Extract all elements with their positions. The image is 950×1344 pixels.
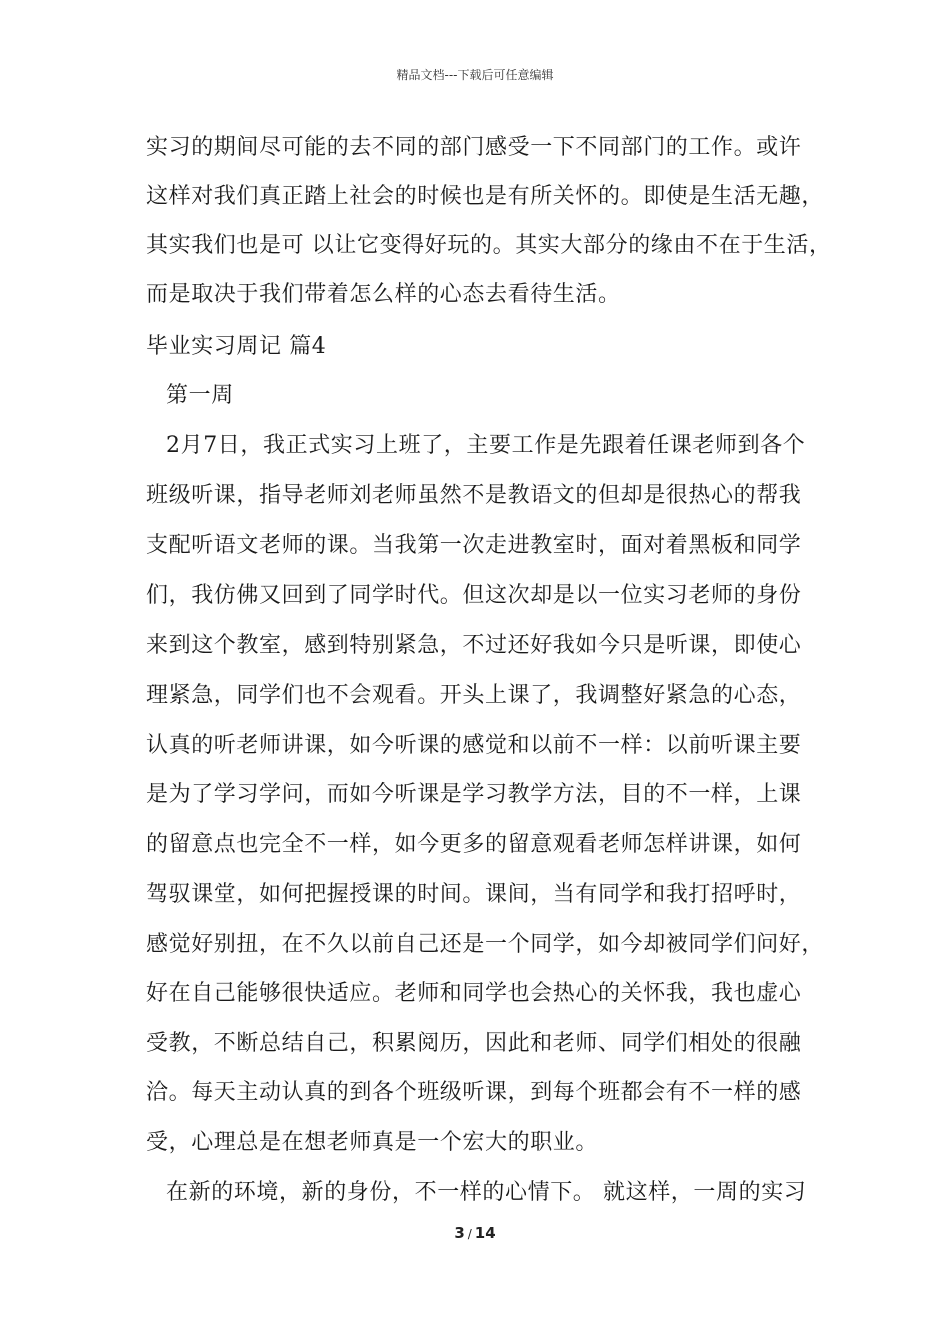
text-line: 实习的期间尽可能的去不同的部门感受一下不同部门的工作。或许 [146, 135, 802, 160]
text-line: 的留意点也完全不一样，如今更多的留意观看老师怎样讲课，如何 [146, 832, 802, 857]
page-separator: / [467, 1227, 472, 1241]
current-page: 3 [454, 1224, 465, 1242]
text-line: 支配听语文老师的课。当我第一次走进教室时，面对着黑板和同学 [146, 533, 802, 558]
text-line: 其实我们也是可 以让它变得好玩的。其实大部分的缘由不在于生活， [146, 233, 832, 258]
text-line: 感觉好别扭，在不久以前自己还是一个同学，如今却被同学们问好， [146, 932, 825, 957]
page-number [0, 1224, 950, 1242]
text-line: 认真的听老师讲课，如今听课的感觉和以前不一样：以前听课主要 [146, 733, 802, 758]
text-line: 们，我仿佛又回到了同学时代。但这次却是以一位实习老师的身份 [146, 583, 802, 608]
week-heading: 第一周 [166, 383, 234, 408]
text-line: 理紧急，同学们也不会观看。开头上课了，我调整好紧急的心态， [146, 683, 802, 708]
text-line: 好在自己能够很快适应。老师和同学也会热心的关怀我，我也虚心 [146, 981, 802, 1006]
text-line: 这样对我们真正踏上社会的时候也是有所关怀的。即使是生活无趣， [146, 184, 825, 209]
text-line: 而是取决于我们带着怎么样的心态去看待生活。 [146, 282, 621, 307]
total-pages: 14 [474, 1224, 496, 1242]
text-line: 来到这个教室，感到特别紧急，不过还好我如今只是听课，即使心 [146, 633, 802, 658]
page-header: 精品文档---下载后可任意编辑 [396, 68, 554, 82]
section-heading: 毕业实习周记 篇4 [146, 334, 327, 359]
text-line: 洽。每天主动认真的到各个班级听课，到每个班都会有不一样的感 [146, 1080, 802, 1105]
text-line: 2月7日，我正式实习上班了，主要工作是先跟着任课老师到各个 [166, 433, 806, 458]
text-line: 受教，不断总结自己，积累阅历，因此和老师、同学们相处的很融 [146, 1031, 802, 1056]
text-line: 是为了学习学问，而如今听课是学习教学方法，目的不一样，上课 [146, 782, 802, 807]
text-line: 在新的环境，新的身份，不一样的心情下。 就这样，一周的实习 [166, 1180, 807, 1205]
text-line: 驾驭课堂，如何把握授课的时间。课间，当有同学和我打招呼时， [146, 882, 802, 907]
text-line: 受，心理总是在想老师真是一个宏大的职业。 [146, 1130, 599, 1155]
text-line: 班级听课，指导老师刘老师虽然不是教语文的但却是很热心的帮我 [146, 483, 802, 508]
